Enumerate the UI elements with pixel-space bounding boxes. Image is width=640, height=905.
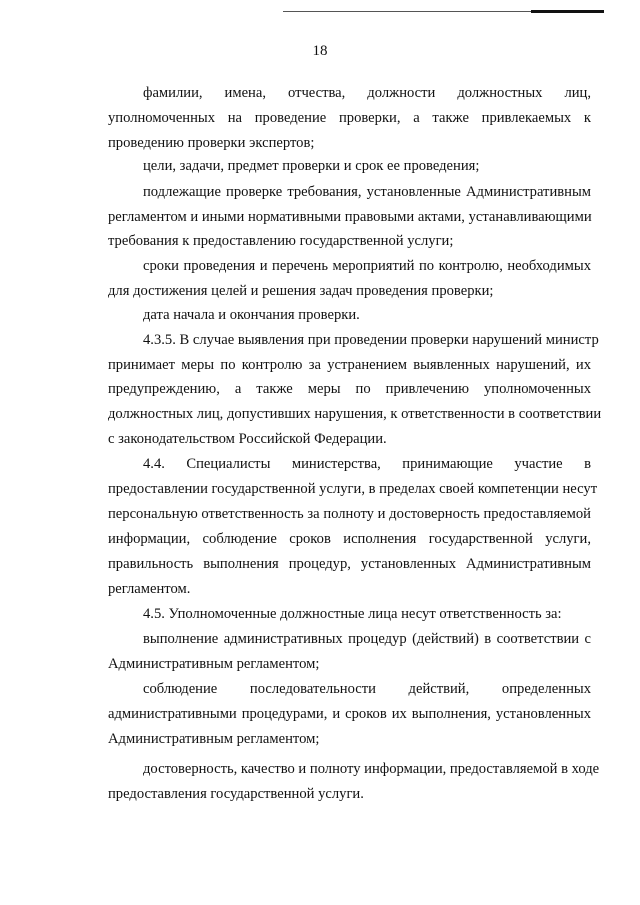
text-line: сроки проведения и перечень мероприятий по контролю, необходимых <box>143 258 591 274</box>
text-line: регламентом. <box>108 581 191 597</box>
text-line: административными процедурами, и сроков их выполнения, установленных <box>108 706 591 722</box>
text-line: с законодательством Российской Федерации. <box>108 431 387 447</box>
text-line: информации, соблюдение сроков исполнения государственной услуги, <box>108 531 591 547</box>
page-number: 18 <box>312 43 328 59</box>
text-line: регламентом и иными нормативными правовыми актами, устанавливающими <box>108 209 592 225</box>
text-line: Административным регламентом; <box>108 731 320 747</box>
text-line: персональную ответственность за полноту и достоверность предоставляемой <box>108 506 591 522</box>
text-line: цели, задачи, предмет проверки и срок ее проведения; <box>143 158 480 174</box>
text-line: подлежащие проверке требования, установленные Административным <box>143 184 591 200</box>
text-line: фамилии, имена, отчества, должности должностных лиц, <box>143 85 591 101</box>
text-line: предоставлении государственной услуги, в пределах своей компетенции несут <box>108 481 598 497</box>
text-line: проведению проверки экспертов; <box>108 135 315 151</box>
text-line: уполномоченных на проведение проверки, а также привлекаемых к <box>108 110 591 126</box>
text-line: требования к предоставлению государственной услуги; <box>108 233 454 249</box>
text-line: дата начала и окончания проверки. <box>143 307 360 323</box>
text-line: достоверность, качество и полноту информации, предоставляемой в ходе <box>143 761 600 777</box>
text-line: выполнение административных процедур (действий) в соответствии с <box>143 631 591 647</box>
text-line: предоставления государственной услуги. <box>108 786 364 802</box>
scan-line-thick <box>531 10 604 13</box>
text-line: 4.5. Уполномоченные должностные лица несут ответственность за: <box>143 606 562 622</box>
text-line: соблюдение последовательности действий, определенных <box>143 681 591 697</box>
text-line: принимает меры по контролю за устранением выявленных нарушений, их <box>108 357 591 373</box>
text-line: должностных лиц, допустивших нарушения, к ответственности в соответствии <box>108 406 602 422</box>
text-line: правильность выполнения процедур, установленных Административным <box>108 556 591 572</box>
text-line: Административным регламентом; <box>108 656 320 672</box>
text-line: 4.3.5. В случае выявления при проведении проверки нарушений министр <box>143 332 599 348</box>
text-line: предупреждению, а также меры по привлечению уполномоченных <box>108 381 591 397</box>
text-line: для достижения целей и решения задач проведения проверки; <box>108 283 494 299</box>
scan-line-thin <box>283 11 531 12</box>
text-line: 4.4. Специалисты министерства, принимающие участие в <box>143 456 591 472</box>
